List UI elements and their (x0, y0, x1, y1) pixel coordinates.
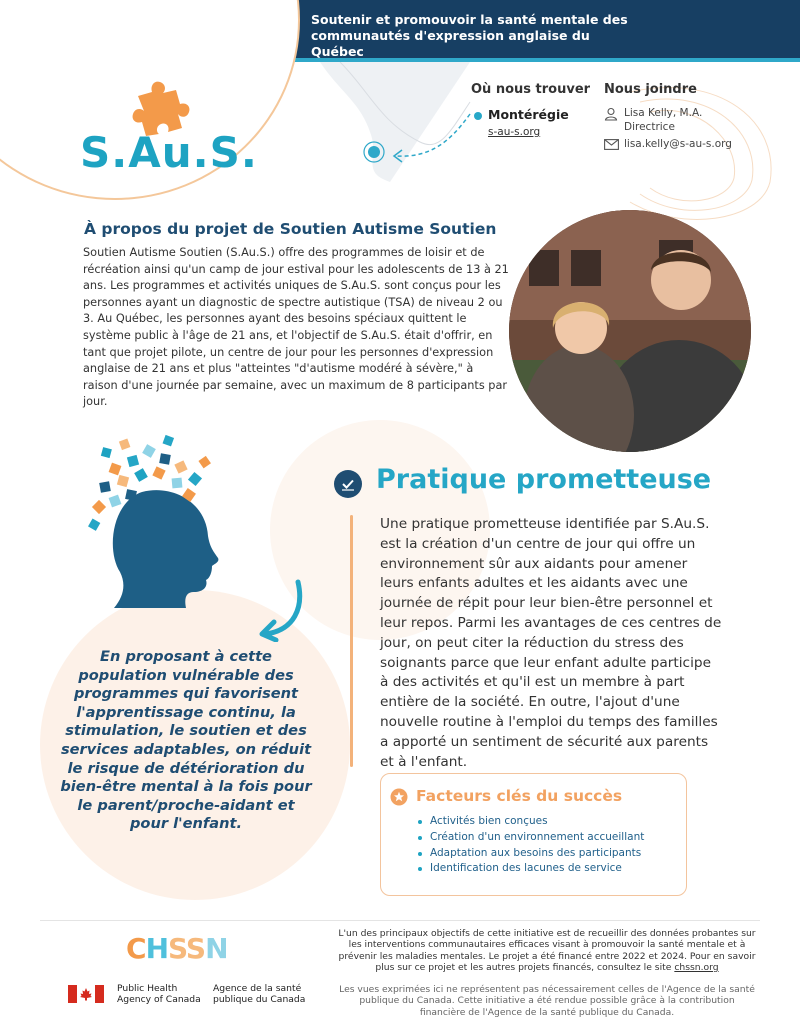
list-item: Création d'un environnement accueillant (416, 830, 681, 846)
practice-divider (350, 515, 353, 767)
list-item: Adaptation aux besoins des participants (416, 846, 681, 862)
practice-title: Pratique prometteuse (376, 464, 712, 495)
footer-funding-text: L'un des principaux objectifs de cette initiative est de recueillir des données probantes sur les interventions communautaires efficaces visant à promouvoir la santé mentale et à prévenir les maladies mentales. Le projet a été financé entre 2022 et 2024. Pour en savoir plus sur ce projet et les autres projets financés, consultez le site chssn.org (338, 928, 756, 973)
footer-divider (40, 920, 760, 921)
footer-disclaimer: Les vues exprimées ici ne représentent pas nécessairement celles de l'Agence de la santé publique du Canada. Cette initiative a été rendue possible grâce à la contribution financière de l'Agence de la santé publique du Canada. (339, 984, 755, 1018)
location-dot (474, 112, 482, 120)
list-item: Activités bien conçues (416, 814, 681, 830)
head-puzzle-illustration (80, 432, 240, 608)
contact-title: Nous joindre (604, 82, 697, 97)
website-link[interactable]: s-au-s.org (488, 126, 541, 138)
person-icon (604, 107, 618, 121)
location-region: Montérégie (488, 107, 569, 122)
saus-logo: S.Au.S. (80, 128, 258, 177)
check-badge-icon (334, 470, 362, 498)
gov-name-french: Agence de la santé publique du Canada (213, 983, 306, 1005)
about-body: Soutien Autisme Soutien (S.Au.S.) offre des programmes de loisir et de récréation ainsi qu'un camp de jour estival pour les adolescents de 13 à 21 ans. Les programmes et activités uniques de S.Au.S. sont conçus pour les personnes ayant un diagnostic de spectre autistique (TSA) de niveau 2 ou 3. Au Québec, les personnes ayant des besoins spéciaux quittent le système public à l'âge de 21 ans, et l'objectif de S.Au.S. était d'offrir, en tant que projet pilote, un centre de jour pour les personnes d'expression anglaise de 21 ans et plus "atteintes "d'autisme modéré à sévère," à raison d'une journée par semaine, avec un maximum de 8 participants par jour. (83, 246, 509, 409)
canada-flag-icon (68, 985, 104, 1003)
list-item: Identification des lacunes de service (416, 861, 681, 877)
about-title: À propos du projet de Soutien Autisme Soutien (84, 220, 497, 238)
highlight-quote: En proposant à cette population vulnérable des programmes qui favorisent l'apprentissage continu, la stimulation, le soutien et des services adaptables, on réduit le risque de détérioration du bien-être mental à la fois pour le parent/proche-aidant et pour l'enfant. (60, 648, 312, 833)
success-factors-list (416, 814, 681, 877)
contact-role: Directrice (624, 121, 675, 133)
success-factors-title: Facteurs clés du succès (416, 787, 623, 805)
chssn-link[interactable]: chssn.org (674, 961, 719, 973)
chssn-logo-bottom: CHSSN (126, 932, 228, 965)
participants-photo (509, 210, 751, 452)
curved-arrow-icon (254, 578, 308, 642)
star-badge-icon (390, 788, 408, 806)
contact-name (624, 106, 702, 134)
location-title: Où nous trouver (471, 82, 591, 97)
mail-icon (604, 139, 619, 150)
practice-body: Une pratique prometteuse identifiée par S.Au.S. est la création d'un centre de jour qui offre un environnement sûr aux aidants pour amener leurs enfants adultes et les aidants avec une journée de répit pour leur bien-être personnel et leur repos. Parmi les avantages de ces centres de jour, on peut citer la réduction du stress des soignants parce que leur enfant adulte participe à des activités et qu'il est un membre à part entière de la société. En outre, l'ajout d'une nouvelle routine à l'emploi du temps des familles a apporté un sentiment de sécurité aux parents et à l'enfant. (380, 516, 722, 770)
gov-name-english: Public Health Agency of Canada (117, 983, 201, 1005)
contact-person: Lisa Kelly, M.A. (624, 107, 703, 119)
header-tagline: Soutenir et promouvoir la santé mentale des communautés d'expression anglaise du Québec (311, 12, 628, 59)
contact-email[interactable]: lisa.kelly@s-au-s.org (624, 138, 732, 150)
